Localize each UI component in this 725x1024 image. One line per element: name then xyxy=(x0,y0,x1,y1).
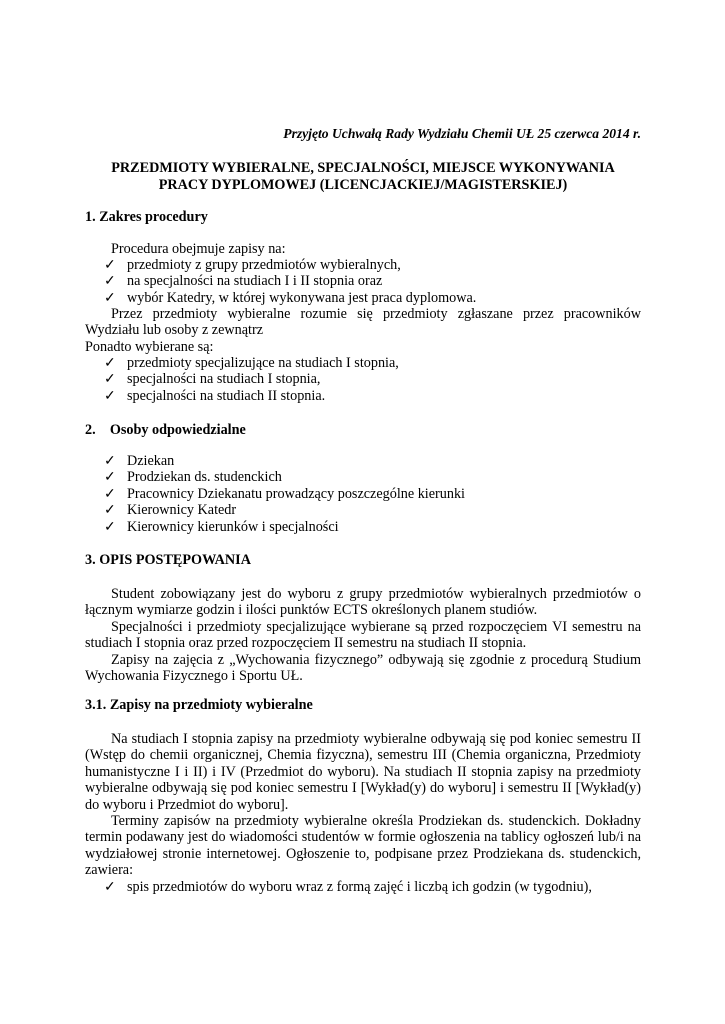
section-1-list xyxy=(85,257,641,306)
checkmark-icon: ✓ xyxy=(104,371,116,388)
checkmark-icon: ✓ xyxy=(104,469,116,486)
list-item: ✓ Pracownicy Dziekanatu prowadzący poszczególne kierunki xyxy=(104,485,465,502)
checkmark-icon: ✓ xyxy=(104,502,116,519)
checkmark-icon: ✓ xyxy=(104,485,116,502)
section-3-paragraph-2: Specjalności i przedmioty specjalizujące wybierane są przed rozpoczęciem VI semestru na studiach I stopnia oraz przed rozpoczęciem II semestru na studiach II stopnia. xyxy=(85,619,641,652)
list-item: ✓ Dziekan xyxy=(104,453,175,469)
title-line-2: PRACY DYPLOMOWEJ (LICENCJACKIEJ/MAGISTERSKIEJ) xyxy=(158,176,568,193)
list-item: ✓ na specjalności na studiach I i II stopnia oraz xyxy=(104,273,383,290)
checkmark-icon: ✓ xyxy=(104,355,116,371)
section-2-list xyxy=(85,453,641,535)
list-item: ✓ Kierownicy Katedr xyxy=(104,502,237,519)
list-item: ✓ specjalności na studiach I stopnia, xyxy=(104,371,321,388)
list-item: ✓ przedmioty specjalizujące na studiach I stopnia, xyxy=(104,355,399,371)
checkmark-icon: ✓ xyxy=(104,289,116,306)
section-3-1-paragraph-1: Na studiach I stopnia zapisy na przedmioty wybieralne odbywają się pod koniec semestru II (Wstęp do chemii organicznej, Chemia fizyczna), semestru III (Chemia organiczna, Przedmioty humanistyczne I i II) i IV (Przedmiot do wyboru). Na studiach II stopnia zapisy na przedmioty wybieralne odbywają się pod koniec semestru I [Wykład(y) do wyboru] i semestru II [Wykład(y) do wyboru i Przedmiot do wyboru]. xyxy=(85,731,641,813)
document-title xyxy=(85,160,641,193)
checkmark-icon: ✓ xyxy=(104,273,116,290)
section-1-heading: 1. Zakres procedury xyxy=(85,209,208,225)
checkmark-icon: ✓ xyxy=(104,518,116,535)
list-item: ✓ spis przedmiotów do wyboru wraz z formą zajęć i liczbą ich godzin (w tygodniu), xyxy=(104,879,592,895)
section-3-paragraph-3: Zapisy na zajęcia z „Wychowania fizycznego” odbywają się zgodnie z procedurą Studium Wychowania Fizycznego i Sportu UŁ. xyxy=(85,652,641,685)
adoption-note: Przyjęto Uchwałą Rady Wydziału Chemii UŁ 25 czerwca 2014 r. xyxy=(283,126,641,141)
section-1-also-list xyxy=(85,355,641,404)
section-3-1-paragraph-2: Terminy zapisów na przedmioty wybieralne określa Prodziekan ds. studenckich. Dokładny termin podawany jest do wiadomości studentów w formie ogłoszenia na tablicy ogłoszeń lub/i na wydziałowej stronie internetowej. Ogłoszenie to, podpisane przez Prodziekana ds. studenckich, zawiera: xyxy=(85,813,641,879)
list-item: ✓ Prodziekan ds. studenckich xyxy=(104,469,282,486)
section-1-intro: Procedura obejmuje zapisy na: xyxy=(111,241,286,257)
list-item: ✓ Kierownicy kierunków i specjalności xyxy=(104,518,339,535)
checkmark-icon: ✓ xyxy=(104,387,116,404)
list-item: ✓ wybór Katedry, w której wykonywana jest praca dyplomowa. xyxy=(104,289,477,306)
section-3-1-heading: 3.1. Zapisy na przedmioty wybieralne xyxy=(85,697,313,713)
section-2-heading: 2. Osoby odpowiedzialne xyxy=(85,422,246,438)
section-1-also-label: Ponadto wybierane są: xyxy=(85,339,214,355)
section-3-heading: 3. OPIS POSTĘPOWANIA xyxy=(85,552,251,568)
section-1-paragraph: Przez przedmioty wybieralne rozumie się przedmioty zgłaszane przez pracowników Wydziału lub osoby z zewnątrz xyxy=(85,306,641,339)
list-item: ✓ przedmioty z grupy przedmiotów wybieralnych, xyxy=(104,257,401,273)
section-3-paragraph-1: Student zobowiązany jest do wyboru z grupy przedmiotów wybieralnych przedmiotów o łącznym wymiarze godzin i ilości punktów ECTS określonych planem studiów. xyxy=(85,586,641,619)
section-3-1-list xyxy=(85,879,641,895)
checkmark-icon: ✓ xyxy=(104,879,116,895)
checkmark-icon: ✓ xyxy=(104,453,116,469)
checkmark-icon: ✓ xyxy=(104,257,116,273)
title-line-1: PRZEDMIOTY WYBIERALNE, SPECJALNOŚCI, MIEJSCE WYKONYWANIA xyxy=(111,160,615,176)
list-item: ✓ specjalności na studiach II stopnia. xyxy=(104,387,326,404)
